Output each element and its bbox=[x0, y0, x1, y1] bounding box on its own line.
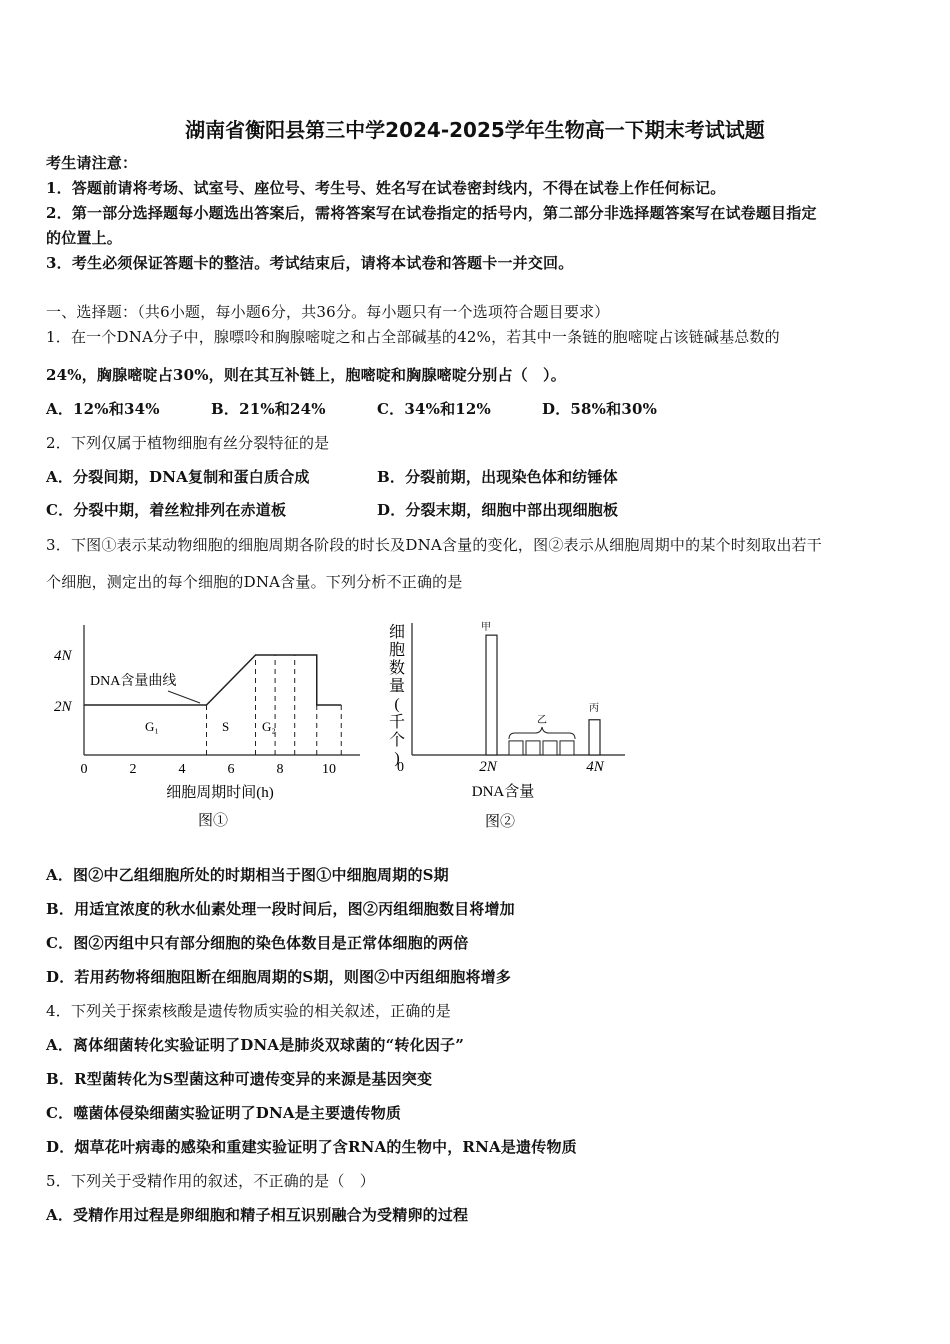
q3-option-a: A．图②中乙组细胞所处的时期相当于图①中细胞周期的S期 bbox=[46, 866, 449, 884]
fig2-ylabel-char: ) bbox=[394, 750, 400, 767]
notice-item: 的位置上。 bbox=[46, 229, 123, 247]
fig2-ylabel-char: 细 bbox=[388, 624, 406, 641]
notice-item: 1．答题前请将考场、试室号、座位号、考生号、姓名写在试卷密封线内，不得在试卷上作任何标记。 bbox=[46, 179, 726, 197]
q3-option-c: C．图②丙组中只有部分细胞的染色体数目是正常体细胞的两倍 bbox=[46, 934, 469, 952]
q5-stem: 5．下列关于受精作用的叙述，不正确的是（ ） bbox=[46, 1172, 375, 1190]
q1-stem: 1．在一个DNA分子中，腺嘌呤和胸腺嘧啶之和占全部碱基的42%，若其中一条链的胞嘧啶占该链碱基总数的 bbox=[46, 328, 780, 346]
q1-option-a: A．12%和34% bbox=[46, 400, 160, 418]
fig2-bar-group-b bbox=[560, 741, 574, 755]
fig2-ylabel-char: 量 bbox=[388, 678, 406, 695]
fig1-caption: 图① bbox=[198, 813, 229, 829]
fig2-ylabel-char: 千 bbox=[388, 714, 406, 731]
fig1-x-tick: 8 bbox=[276, 762, 284, 777]
q1-option-c: C．34%和12% bbox=[377, 400, 491, 418]
page-title: 湖南省衡阳县第三中学2024-2025学年生物高一下期末考试试题 bbox=[185, 118, 765, 142]
fig2-bar-group-b bbox=[526, 741, 540, 755]
fig1-x-tick: 6 bbox=[227, 762, 235, 777]
q2-option-d: D．分裂末期，细胞中部出现细胞板 bbox=[377, 501, 619, 519]
fig1-ylabel-2n: 2N bbox=[54, 699, 72, 715]
fig1-ylabel-4n: 4N bbox=[54, 648, 72, 664]
q4-option-b: B．R型菌转化为S型菌这种可遗传变异的来源是基因突变 bbox=[46, 1070, 433, 1088]
notice-item: 3．考生必须保证答题卡的整洁。考试结束后，请将本试卷和答题卡一并交回。 bbox=[46, 254, 574, 272]
fig1-x-tick: 2 bbox=[129, 762, 137, 777]
q3-option-d: D．若用药物将细胞阻断在细胞周期的S期，则图②中丙组细胞将增多 bbox=[46, 968, 512, 986]
fig2-xlabel: DNA含量 bbox=[471, 784, 535, 800]
fig2-ylabel-char: 胞 bbox=[388, 642, 406, 659]
q3-option-b: B．用适宜浓度的秋水仙素处理一段时间后，图②丙组细胞数目将增加 bbox=[46, 900, 515, 918]
fig2-caption: 图② bbox=[485, 814, 516, 830]
q2-option-a: A．分裂间期，DNA复制和蛋白质合成 bbox=[46, 468, 310, 486]
section-heading: 一、选择题：（共6小题，每小题6分，共36分。每小题只有一个选项符合题目要求） bbox=[46, 303, 610, 321]
q2-stem: 2．下列仅属于植物细胞有丝分裂特征的是 bbox=[46, 434, 330, 452]
q2-option-c: C．分裂中期，着丝粒排列在赤道板 bbox=[46, 501, 287, 519]
q3-stem: 3．下图①表示某动物细胞的细胞周期各阶段的时长及DNA含量的变化，图②表示从细胞周期中的某个时刻取出若干 bbox=[46, 536, 822, 554]
fig2-bar-group-b bbox=[543, 741, 557, 755]
fig1-phase-s: S bbox=[222, 719, 230, 734]
fig2-tick-4n: 4N bbox=[586, 759, 604, 775]
q5-option-a: A．受精作用过程是卵细胞和精子相互识别融合为受精卵的过程 bbox=[46, 1206, 469, 1224]
fig1-curve-label: DNA含量曲线 bbox=[90, 674, 177, 689]
fig2-group-b: 乙 bbox=[537, 715, 547, 726]
fig2-bar-group-c bbox=[589, 720, 600, 755]
fig2-origin: 0 bbox=[397, 760, 404, 775]
fig2-bar-group-a bbox=[486, 635, 497, 755]
q4-option-c: C．噬菌体侵染细菌实验证明了DNA是主要遗传物质 bbox=[46, 1104, 402, 1122]
figure-1-dna-curve bbox=[50, 615, 370, 835]
fig2-ylabel-char: 数 bbox=[388, 660, 406, 677]
figure-2-cell-count bbox=[385, 615, 645, 840]
fig2-ylabel-char: 个 bbox=[388, 732, 406, 749]
fig1-x-tick: 0 bbox=[80, 762, 88, 777]
q1-option-d: D．58%和30% bbox=[542, 400, 658, 418]
fig1-phase-g2: G₂ bbox=[262, 719, 276, 734]
fig2-ylabel-char: ( bbox=[394, 696, 400, 713]
fig2-group-a: 甲 bbox=[481, 622, 491, 633]
fig2-tick-2n: 2N bbox=[479, 759, 497, 775]
notice-item: 2．第一部分选择题每小题选出答案后，需将答案写在试卷指定的括号内，第二部分非选择题答案写在试卷题目指定 bbox=[46, 204, 817, 222]
q1-option-b: B．21%和24% bbox=[211, 400, 326, 418]
q4-option-a: A．离体细菌转化实验证明了DNA是肺炎双球菌的“转化因子” bbox=[46, 1036, 465, 1054]
fig2-bar-group-b bbox=[509, 741, 523, 755]
q4-stem: 4．下列关于探索核酸是遗传物质实验的相关叙述，正确的是 bbox=[46, 1002, 451, 1020]
fig1-phase-g1: G₁ bbox=[145, 719, 159, 734]
q1-stem-cont: 24%，胸腺嘧啶占30%，则在其互补链上，胞嘧啶和胸腺嘧啶分别占（ ）。 bbox=[46, 366, 566, 384]
fig1-xlabel: 细胞周期时间(h) bbox=[166, 785, 274, 801]
q3-stem-cont: 个细胞，测定出的每个细胞的DNA含量。下列分析不正确的是 bbox=[46, 573, 463, 591]
fig2-group-c: 丙 bbox=[589, 703, 599, 714]
fig1-x-tick: 4 bbox=[178, 762, 186, 777]
q4-option-d: D．烟草花叶病毒的感染和重建实验证明了含RNA的生物中，RNA是遗传物质 bbox=[46, 1138, 577, 1156]
notice-heading: 考生请注意： bbox=[46, 154, 138, 172]
fig1-x-tick: 10 bbox=[322, 762, 336, 777]
q2-option-b: B．分裂前期，出现染色体和纺锤体 bbox=[377, 468, 618, 486]
